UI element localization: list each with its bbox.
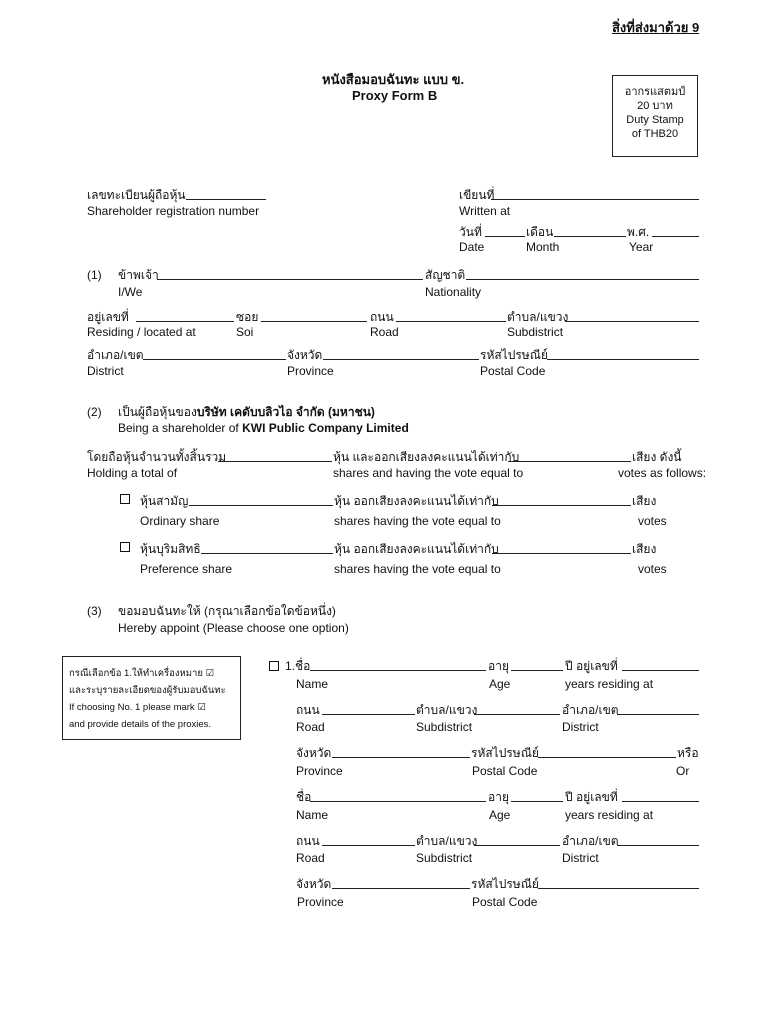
note-line-1: กรณีเลือกข้อ 1.ให้ทำเครื่องหมาย ☑ xyxy=(69,668,215,679)
proxy2-age-label-en: Age xyxy=(489,808,511,822)
proxy1-years-label-th xyxy=(565,659,618,673)
preference-shares-field[interactable] xyxy=(201,553,333,554)
attachment-label: สิ่งที่ส่งมาด้วย 9 xyxy=(612,20,700,35)
shares-votes-label-th: หุ้น และออกเสียงลงคะแนนได้เท่ากับ xyxy=(333,450,520,464)
stamp-line-3: Duty Stamp xyxy=(626,114,684,126)
ordinary-share-label-en: Ordinary share xyxy=(140,514,220,528)
preference-votes-label-th: หุ้น ออกเสียงลงคะแนนได้เท่ากับ xyxy=(334,542,499,556)
proxy1-name-label-en: Name xyxy=(296,677,329,691)
section-1-number: (1) xyxy=(87,268,102,282)
proxy1-age-field[interactable] xyxy=(511,670,563,671)
ordinary-votes-label-th: หุ้น ออกเสียงลงคะแนนได้เท่ากับ xyxy=(334,494,499,508)
preference-votes-label-en: shares having the vote equal to xyxy=(334,562,501,576)
postal-label-th: รหัสไปรษณีย์ xyxy=(480,348,548,362)
proxy2-district-label-th: อำเภอ/เขต xyxy=(562,834,619,848)
province-label-en: Province xyxy=(287,364,334,378)
proxy2-address-word-th: อยู่เลขที่ xyxy=(575,790,618,804)
stamp-line-4: of THB20 xyxy=(631,128,679,140)
proxy1-district-label-th: อำเภอ/เขต xyxy=(562,703,619,717)
proxy1-or-label-en: Or xyxy=(676,764,690,778)
nationality-label-en: Nationality xyxy=(425,285,482,299)
shareholder-of-prefix-th: เป็นผู้ถือหุ้นของ xyxy=(118,405,197,419)
shares-votes-label-en: shares and having the vote equal to xyxy=(333,466,524,480)
residing-label-th: อยู่เลขที่ xyxy=(87,310,129,324)
duty-stamp-box xyxy=(612,75,698,157)
date-month-field[interactable] xyxy=(554,236,626,237)
proxy2-road-field[interactable] xyxy=(322,845,415,846)
proxy2-year-word-th: ปี xyxy=(565,790,573,804)
proxy2-address-field[interactable] xyxy=(622,801,699,802)
preference-votes-unit-th: เสียง xyxy=(632,542,657,556)
total-votes-field[interactable] xyxy=(508,461,631,462)
soi-label-th: ซอย xyxy=(236,310,259,324)
iwe-label-th: ข้าพเจ้า xyxy=(118,268,159,282)
district-label-th: อำเภอ/เขต xyxy=(87,348,144,362)
proxy1-address-field[interactable] xyxy=(622,670,699,671)
stamp-line-2: 20 บาท xyxy=(637,100,673,112)
preference-share-label-th: หุ้นบุริมสิทธิ xyxy=(140,542,201,556)
proxy2-province-field[interactable] xyxy=(332,888,470,889)
proxy1-road-field[interactable] xyxy=(322,714,415,715)
written-at-field[interactable] xyxy=(491,199,699,200)
proxy2-subdistrict-field[interactable] xyxy=(474,845,560,846)
province-label-th: จังหวัด xyxy=(287,348,323,362)
shareholder-of-en xyxy=(118,421,409,435)
proxy1-district-field[interactable] xyxy=(617,714,699,715)
proxy-option-1-checkbox[interactable] xyxy=(269,661,279,671)
note-line-2: และระบุรายละเอียดของผู้รับมอบฉันทะ xyxy=(69,685,226,696)
reg-label-th: เลขทะเบียนผู้ถือหุ้น xyxy=(87,188,186,202)
proxy2-road-label-th: ถนน xyxy=(296,834,320,848)
votes-follows-label-en: votes as follows: xyxy=(618,466,707,480)
road-label-en: Road xyxy=(370,325,399,339)
district-field[interactable] xyxy=(143,359,286,360)
proxy2-years-label-th xyxy=(565,790,618,804)
proxy1-road-label-en: Road xyxy=(296,720,325,734)
iwe-label-en: I/We xyxy=(118,285,143,299)
holding-label-en: Holding a total of xyxy=(87,466,178,480)
residing-label-en: Residing / located at xyxy=(87,325,196,339)
shareholder-of-th xyxy=(118,405,375,419)
proxy1-postal-field[interactable] xyxy=(538,757,676,758)
proxy2-road-label-en: Road xyxy=(296,851,325,865)
proxy2-province-label-en: Province xyxy=(297,895,344,909)
proxy2-subdistrict-label-th: ตำบล/แขวง xyxy=(416,834,478,848)
postal-code-field[interactable] xyxy=(547,359,699,360)
preference-share-checkbox[interactable] xyxy=(120,542,130,552)
proxy1-years-label-en: years residing at xyxy=(565,677,654,691)
proxy1-province-field[interactable] xyxy=(332,757,470,758)
written-at-label-th: เขียนที่ xyxy=(459,188,495,202)
proxy1-district-label-en: District xyxy=(562,720,599,734)
proxy2-name-field[interactable] xyxy=(310,801,486,802)
written-at-label-en: Written at xyxy=(459,204,511,218)
soi-field[interactable] xyxy=(261,321,367,322)
proxy1-postal-label-th: รหัสไปรษณีย์ xyxy=(471,746,539,760)
proxy2-age-field[interactable] xyxy=(511,801,563,802)
iwe-name-field[interactable] xyxy=(157,279,423,280)
proxy1-or-label-th: หรือ xyxy=(677,746,699,760)
nationality-label-th: สัญชาติ xyxy=(425,268,466,282)
proxy2-name-label-en: Name xyxy=(296,808,329,822)
subdistrict-label-th: ตำบล/แขวง xyxy=(507,310,569,324)
reg-label-en: Shareholder registration number xyxy=(87,204,260,218)
district-label-en: District xyxy=(87,364,124,378)
ordinary-votes-unit-en: votes xyxy=(638,514,667,528)
year-label-th: พ.ศ. xyxy=(627,225,650,239)
date-day-field[interactable] xyxy=(485,236,525,237)
appoint-label-th: ขอมอบฉันทะให้ (กรุณาเลือกข้อใดข้อหนึ่ง) xyxy=(118,604,336,618)
holding-label-th: โดยถือหุ้นจำนวนทั้งสิ้นรวม xyxy=(87,450,227,464)
postal-label-en: Postal Code xyxy=(480,364,546,378)
proxy1-subdistrict-field[interactable] xyxy=(474,714,560,715)
proxy2-postal-label-th: รหัสไปรษณีย์ xyxy=(471,877,539,891)
ordinary-votes-unit-th: เสียง xyxy=(632,494,657,508)
proxy2-years-label-en: years residing at xyxy=(565,808,654,822)
ordinary-shares-field[interactable] xyxy=(189,505,333,506)
proxy2-district-field[interactable] xyxy=(617,845,699,846)
proxy1-name-field[interactable] xyxy=(310,670,486,671)
proxy1-subdistrict-label-th: ตำบล/แขวง xyxy=(416,703,478,717)
section-3-number: (3) xyxy=(87,604,102,618)
soi-label-en: Soi xyxy=(236,325,254,339)
proxy2-name-label-th: ชื่อ xyxy=(296,790,312,804)
proxy2-postal-label-en: Postal Code xyxy=(472,895,538,909)
road-label-th: ถนน xyxy=(370,310,394,324)
votes-follows-label-th: เสียง ดังนี้ xyxy=(632,450,682,464)
appoint-label-en: Hereby appoint (Please choose one option) xyxy=(118,621,349,635)
subdistrict-field[interactable] xyxy=(565,321,699,322)
form-title-thai: หนังสือมอบฉันทะ แบบ ข. xyxy=(322,72,465,87)
proxy1-province-label-en: Province xyxy=(296,764,343,778)
date-label-en: Date xyxy=(459,240,485,254)
month-label-en: Month xyxy=(526,240,560,254)
total-shares-field[interactable] xyxy=(218,461,332,462)
road-field[interactable] xyxy=(396,321,506,322)
year-label-en: Year xyxy=(629,240,654,254)
proxy1-province-label-th: จังหวัด xyxy=(296,746,332,760)
company-name-th: บริษัท เคดับบลิวไอ จำกัด (มหาชน) xyxy=(196,405,375,419)
proxy1-age-label-en: Age xyxy=(489,677,511,691)
preference-votes-field[interactable] xyxy=(492,553,631,554)
date-year-field[interactable] xyxy=(652,236,699,237)
note-line-4: and provide details of the proxies. xyxy=(69,719,212,730)
proxy-option-1-label xyxy=(285,659,310,673)
ordinary-votes-label-en: shares having the vote equal to xyxy=(334,514,501,528)
proxy1-name-label-th: ชื่อ xyxy=(295,659,311,673)
proxy1-address-word-th: อยู่เลขที่ xyxy=(575,659,618,673)
note-line-3: If choosing No. 1 please mark ☑ xyxy=(69,702,206,713)
proxy2-age-label-th: อายุ xyxy=(488,790,509,804)
proxy1-road-label-th: ถนน xyxy=(296,703,320,717)
proxy1-year-word-th: ปี xyxy=(565,659,573,673)
proxy1-postal-label-en: Postal Code xyxy=(472,764,538,778)
ordinary-share-checkbox[interactable] xyxy=(120,494,130,504)
preference-votes-unit-en: votes xyxy=(638,562,667,576)
preference-share-label-en: Preference share xyxy=(140,562,233,576)
proxy2-postal-field[interactable] xyxy=(538,888,699,889)
instruction-note-box xyxy=(62,656,241,740)
month-label-th: เดือน xyxy=(526,225,554,239)
nationality-field[interactable] xyxy=(466,279,699,280)
stamp-line-1: อากรแสตมป์ xyxy=(624,86,686,98)
ordinary-votes-field[interactable] xyxy=(492,505,631,506)
subdistrict-label-en: Subdistrict xyxy=(507,325,564,339)
residing-number-field[interactable] xyxy=(136,321,234,322)
section-2-number: (2) xyxy=(87,405,102,419)
proxy2-subdistrict-label-en: Subdistrict xyxy=(416,851,473,865)
proxy1-age-label-th: อายุ xyxy=(488,659,509,673)
province-field[interactable] xyxy=(323,359,479,360)
proxy2-district-label-en: District xyxy=(562,851,599,865)
ordinary-share-label-th: หุ้นสามัญ xyxy=(140,494,189,508)
shareholder-of-prefix-en: Being a shareholder of xyxy=(118,421,239,435)
option-number: 1. xyxy=(285,659,296,673)
proxy2-province-label-th: จังหวัด xyxy=(296,877,332,891)
proxy1-subdistrict-label-en: Subdistrict xyxy=(416,720,473,734)
form-title-english: Proxy Form B xyxy=(352,88,438,103)
company-name-en: KWI Public Company Limited xyxy=(242,421,409,435)
reg-number-field[interactable] xyxy=(186,199,266,200)
date-label-th: วันที่ xyxy=(459,225,482,239)
